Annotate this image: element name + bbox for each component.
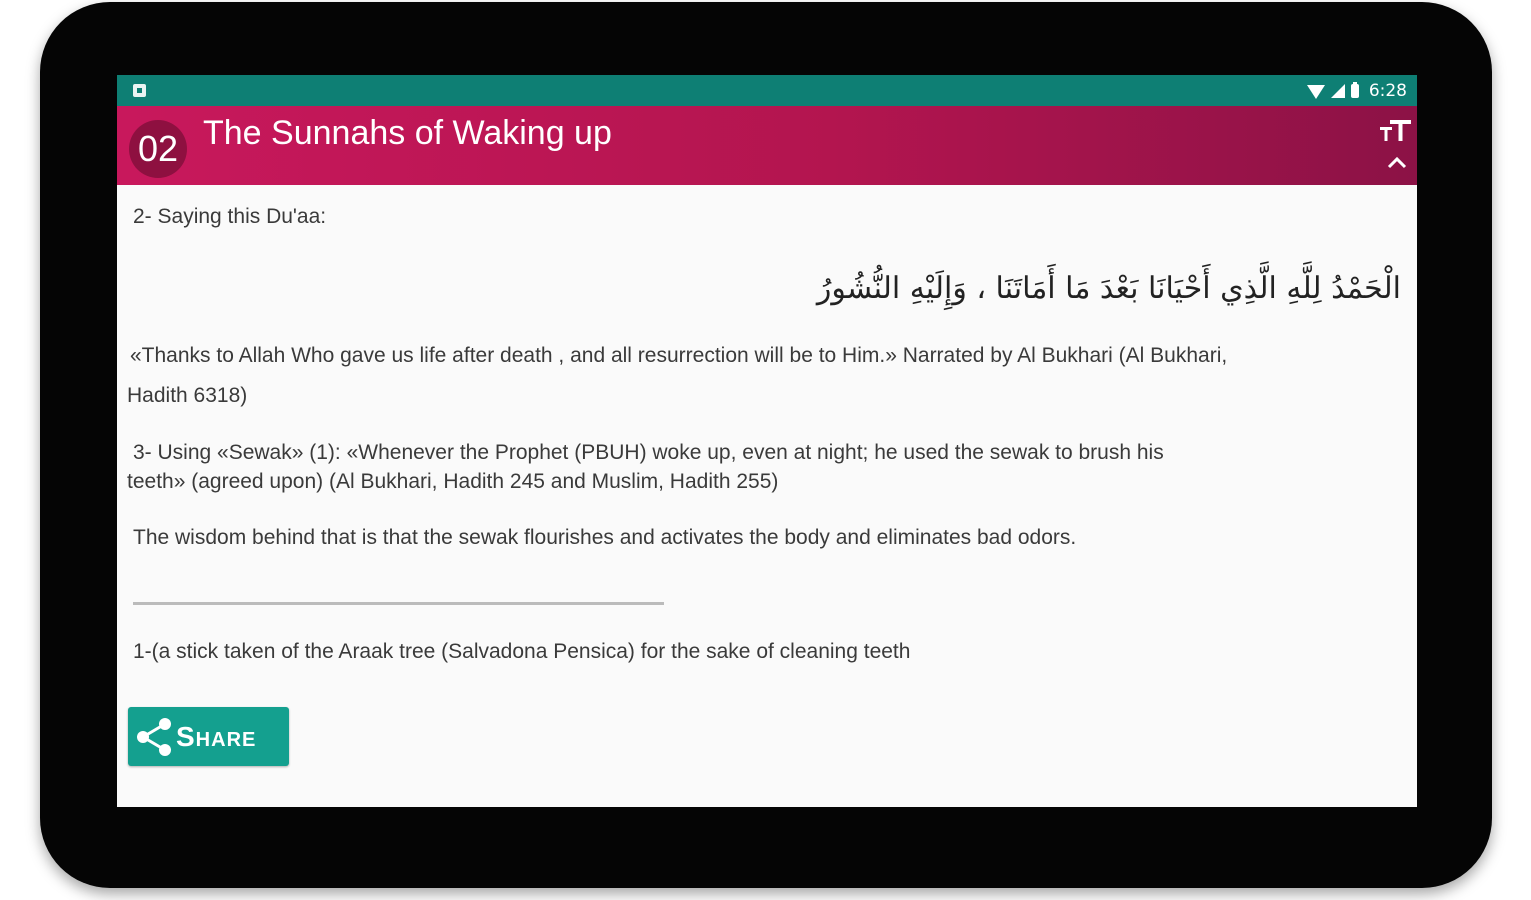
chapter-header: [117, 106, 1417, 185]
translation-line-1: «Thanks to Allah Who gave us life after death , and all resurrection will be to Him.» Narrated by Al Bukhari (Al Bukhari,: [130, 344, 1228, 367]
footnote: 1-(a stick taken of the Araak tree (Salvadona Pensica) for the sake of cleaning teeth: [133, 640, 911, 663]
dua-intro: 2- Saying this Du'aa:: [133, 205, 327, 228]
footnote-divider: [133, 602, 664, 605]
notification-icon: [133, 84, 146, 97]
page-title: The Sunnahs of Waking up: [203, 114, 612, 152]
wifi-icon: [1307, 85, 1325, 99]
translation-line-2: Hadith 6318): [127, 384, 248, 407]
status-bar: [117, 75, 1417, 106]
share-icon: [132, 715, 176, 759]
arabic-dua: الْحَمْدُ لِلَّهِ الَّذِي أَحْيَانَا بَعْدَ مَا أَمَاتَنَا ، وَإِلَيْهِ النُّشُورُ: [816, 271, 1401, 306]
share-button[interactable]: [128, 707, 289, 766]
share-button-label: Share: [176, 720, 257, 752]
wisdom-paragraph: The wisdom behind that is that the sewak flourishes and activates the body and eliminates bad odors.: [133, 526, 1077, 549]
sewak-line-1: 3- Using «Sewak» (1): «Whenever the Prophet (PBUH) woke up, even at night; he used the sewak to brush his: [133, 441, 1164, 464]
chapter-number-badge: 02: [129, 120, 187, 178]
chevron-up-icon[interactable]: [1386, 156, 1408, 170]
article-content: [117, 185, 1417, 807]
status-time: 6:28: [1368, 81, 1407, 101]
battery-icon: [1351, 84, 1359, 98]
sewak-line-2: teeth» (agreed upon) (Al Bukhari, Hadith 245 and Muslim, Hadith 255): [127, 470, 779, 493]
text-size-icon[interactable]: [1379, 118, 1413, 146]
status-indicators: [1307, 80, 1407, 102]
app-screen: [117, 75, 1417, 807]
cell-signal-icon: [1331, 84, 1345, 98]
